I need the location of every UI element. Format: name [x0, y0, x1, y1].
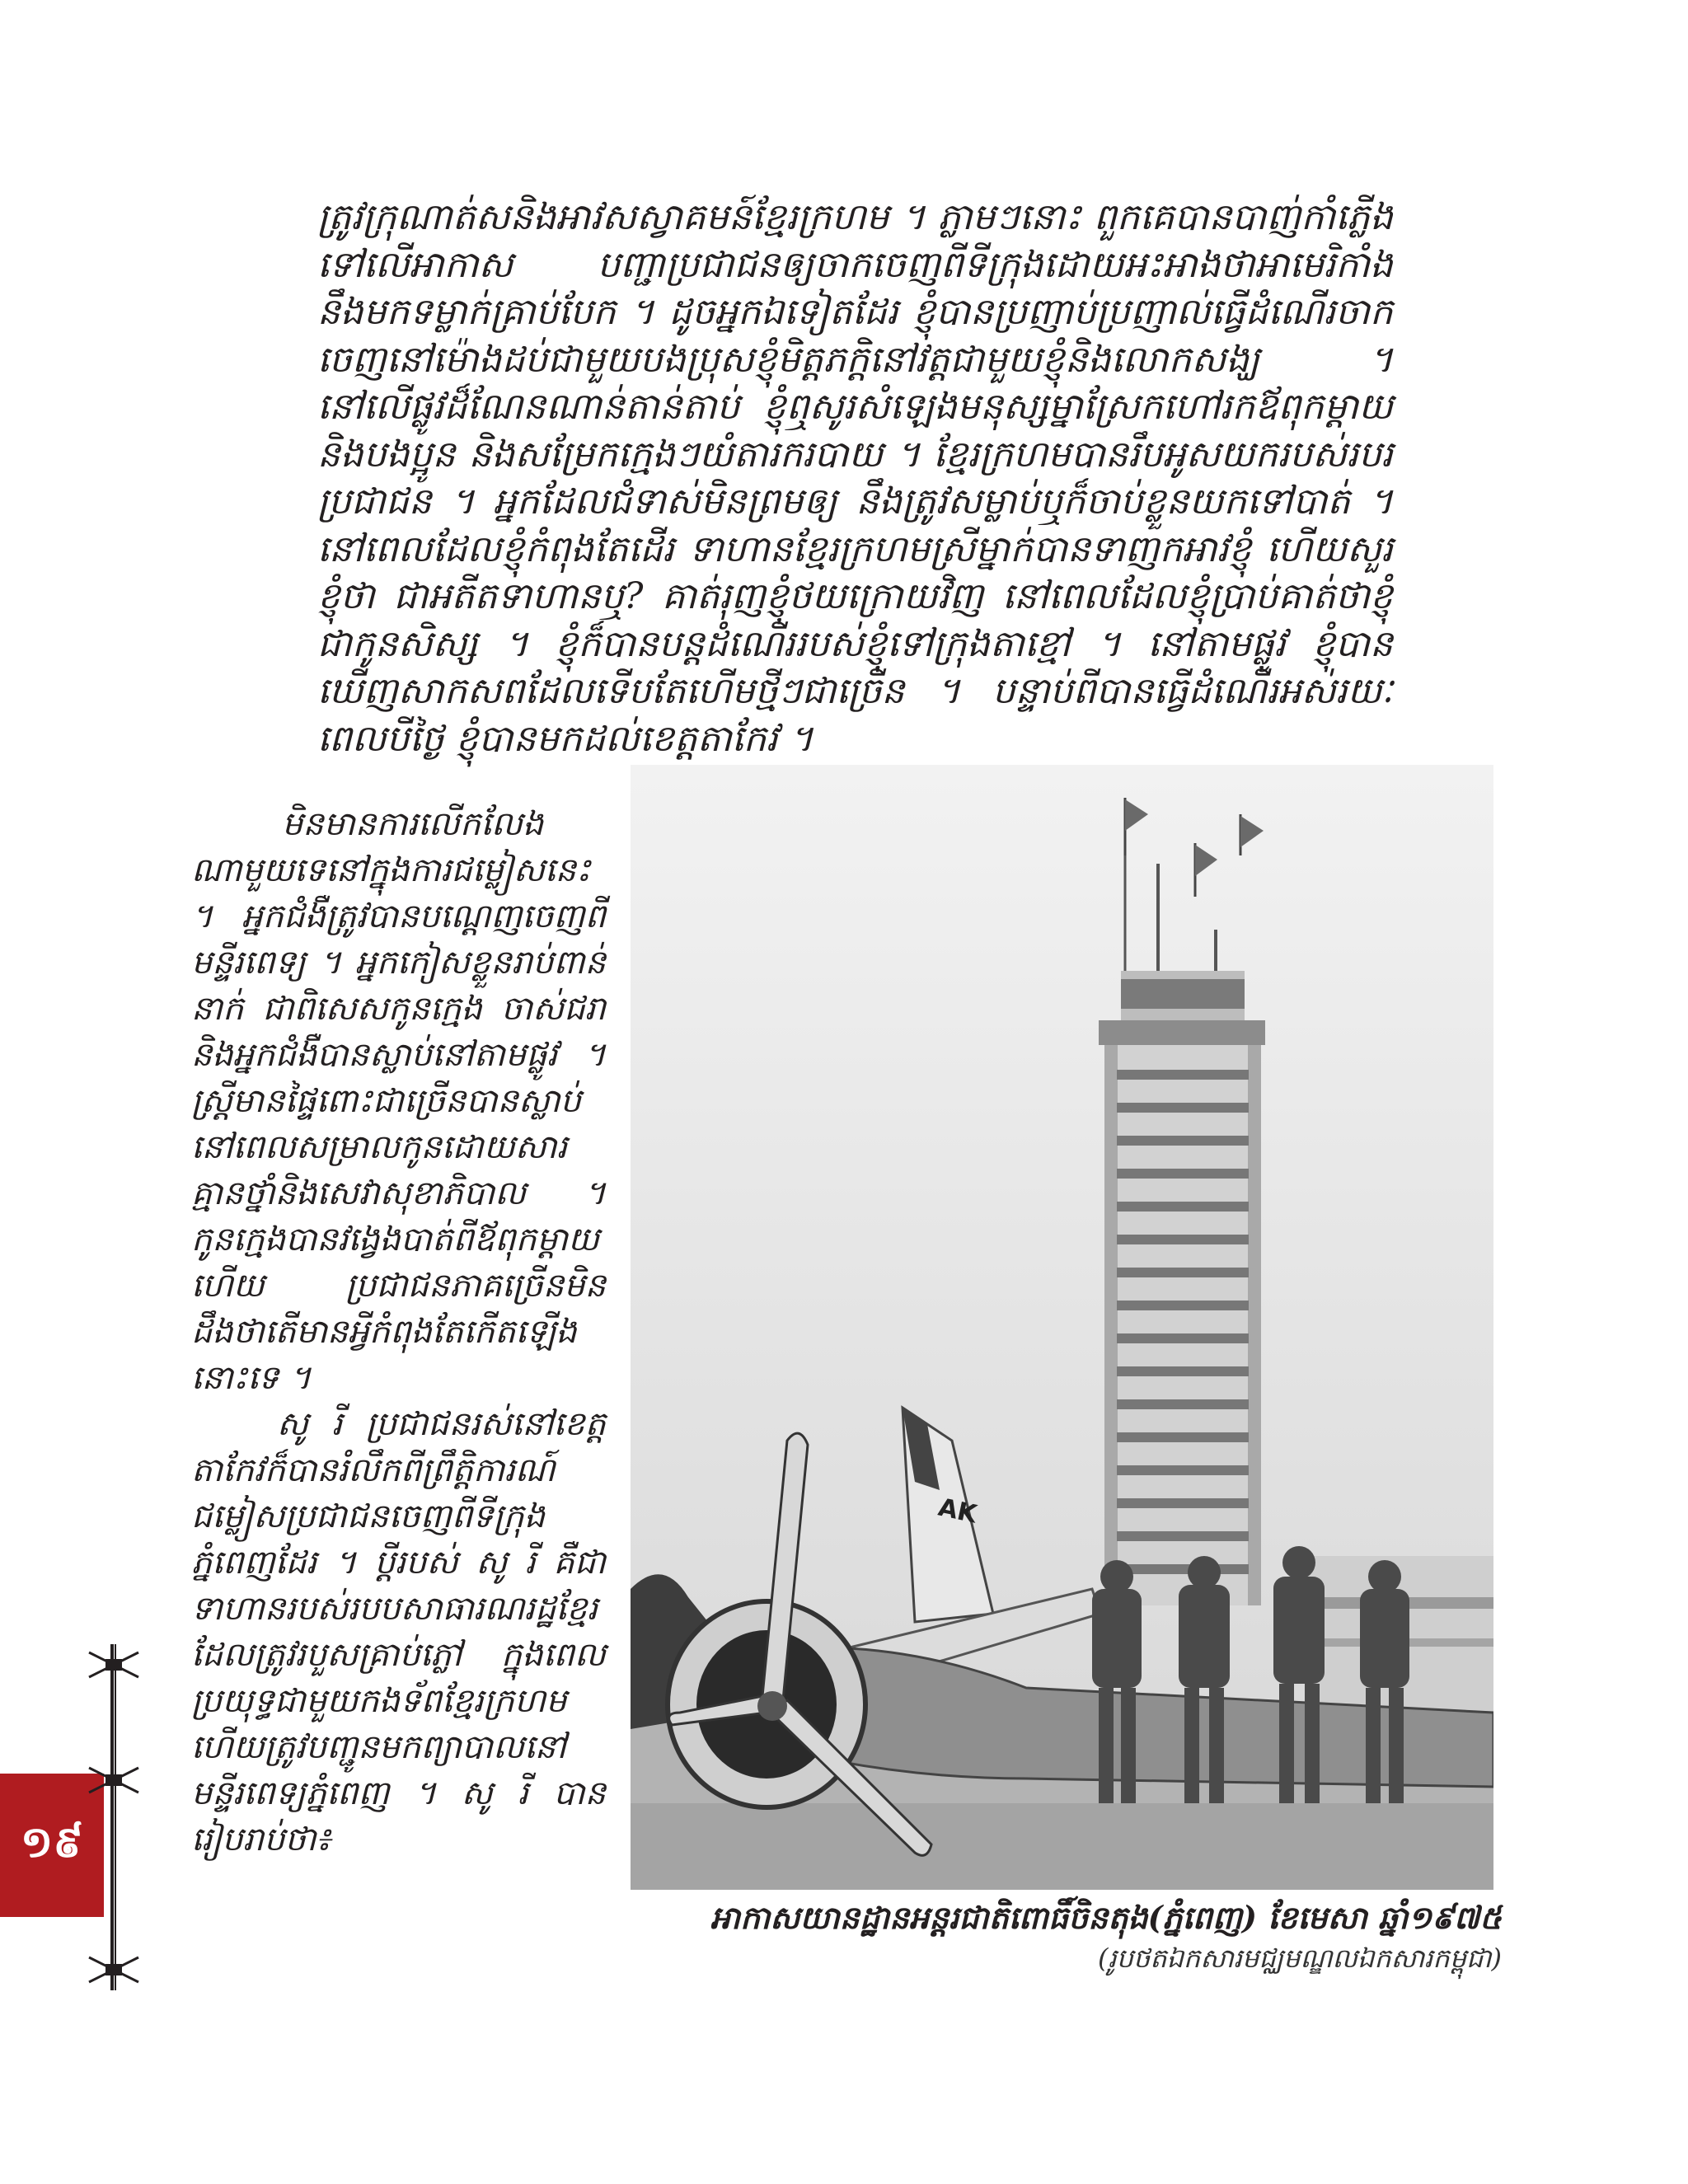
left-paragraph-1: មិនមានការលើកលែងណាមួយទេនៅក្នុងការជម្លៀសនេះ ។ អ្នកជំងឺត្រូវបានបណ្តេញចេញពីមន្ទីរពេទ្យ ។ អ្នកកៀសខ្លួនរាប់ពាន់នាក់ ជាពិសេសកូនក្មេង ចាស់ជរា និងអ្នកជំងឺបានស្លាប់នៅតាមផ្លូវ ។ ស្ត្រីមានផ្ទៃពោះជាច្រើនបានស្លាប់នៅពេលសម្រាលកូនដោយសារគ្មានថ្នាំនិងសេវាសុខាភិបាល ។ កូនក្មេងបានវង្វេងបាត់ពីឪពុកម្តាយហើយ ប្រជាជនភាគច្រើនមិនដឹងថាតើមានអ្វីកំពុងតែកើតឡើងនោះទេ ។ [191, 805, 606, 1397]
photo-caption-source: (រូបថតឯកសារមជ្ឈមណ្ឌលឯកសារកម្ពុជា) [1098, 1943, 1502, 1974]
quote-paragraph [317, 194, 1393, 762]
quote-text: ត្រូវក្រុណាត់សនិងអាវសស្វាគមន៍ខ្មែរក្រហម ។ ភ្លាមៗនោះ ពួកគេបានបាញ់កាំភ្លើងទៅលើអាកាស បញ្ជាប្រជាជនឲ្យចាកចេញពីទីក្រុងដោយអះអាងថាអាមេរិកាំងនឹងមកទម្លាក់គ្រាប់បែក ។ ដូចអ្នកឯទៀតដែរ ខ្ញុំបានប្រញាប់ប្រញាល់ធ្វើដំណើរចាកចេញនៅម៉ោងដប់ជាមួយបងប្រុសខ្ញុំមិត្តភក្តិនៅវត្តជាមួយខ្ញុំនិងលោកសង្ឃ ។ នៅលើផ្លូវដ៏ណែនណាន់តាន់តាប់ ខ្ញុំឮសូរសំឡេងមនុស្សម្នាស្រែកហៅរកឪពុកម្តាយនិងបងប្អូន និងសម្រែកក្មេងៗយំតារករបាយ ។ ខ្មែរក្រហមបានរឹបអូសយករបស់របរប្រជាជន ។ អ្នកដែលជំទាស់មិនព្រមឲ្យ នឹងត្រូវសម្លាប់ឬក៏ចាប់ខ្លួនយកទៅបាត់ ។ នៅពេលដែលខ្ញុំកំពុងតែដើរ ទាហានខ្មែរក្រហមស្រីម្នាក់បានទាញកអាវខ្ញុំ ហើយសួរខ្ញុំថា ជាអតីតទាហានឬ? គាត់រុញខ្ញុំថយក្រោយវិញ នៅពេលដែលខ្ញុំប្រាប់គាត់ថាខ្ញុំជាកូនសិស្ស ។ ខ្ញុំក៏បានបន្តដំណើររបស់ខ្ញុំទៅក្រុងតាខ្មៅ ។ នៅតាមផ្លូវ ខ្ញុំបានឃើញសាកសពដែលទើបតែហើមថ្មីៗជាច្រើន ។ បន្ទាប់ពីបានធ្វើដំណើរអស់រយៈពេលបីថ្ងៃ ខ្ញុំបានមកដល់ខេត្តតាកែវ ។ [317, 196, 1393, 760]
airport-photo-illustration [631, 765, 1493, 1890]
page-number: ១៩ [20, 1817, 84, 1868]
left-paragraph-2: សូ រី ប្រជាជនរស់នៅខេត្តតាកែវក៏បានរំលឹកពីព្រឹត្តិការណ៍ជម្លៀសប្រជាជនចេញពីទីក្រុងភ្នំពេញដែរ ។ ប្តីរបស់ សូ រី គឺជាទាហានរបស់របបសាធារណរដ្ឋខ្មែរដែលត្រូវរបួសគ្រាប់ភ្លៅ ក្នុងពេលប្រយុទ្ធជាមួយកងទ័ពខ្មែរក្រហម ហើយត្រូវបញ្ជូនមកព្យាបាលនៅមន្ទីរពេទ្យភ្នំពេញ ។ សូ រី បានរៀបរាប់ថា៖ [191, 1405, 606, 1858]
plane-tail-letters: AK [935, 1493, 980, 1530]
photo-caption-title: អាកាសយានដ្ឋានអន្តរជាតិពោធិ៍ចិនតុង(ភ្នំពេញ) ខែមេសា ឆ្នាំ១៩៧៥ [710, 1899, 1502, 1936]
left-column [191, 801, 606, 1863]
airport-photo [631, 765, 1493, 1890]
barbed-wire-icon [81, 1644, 147, 1990]
